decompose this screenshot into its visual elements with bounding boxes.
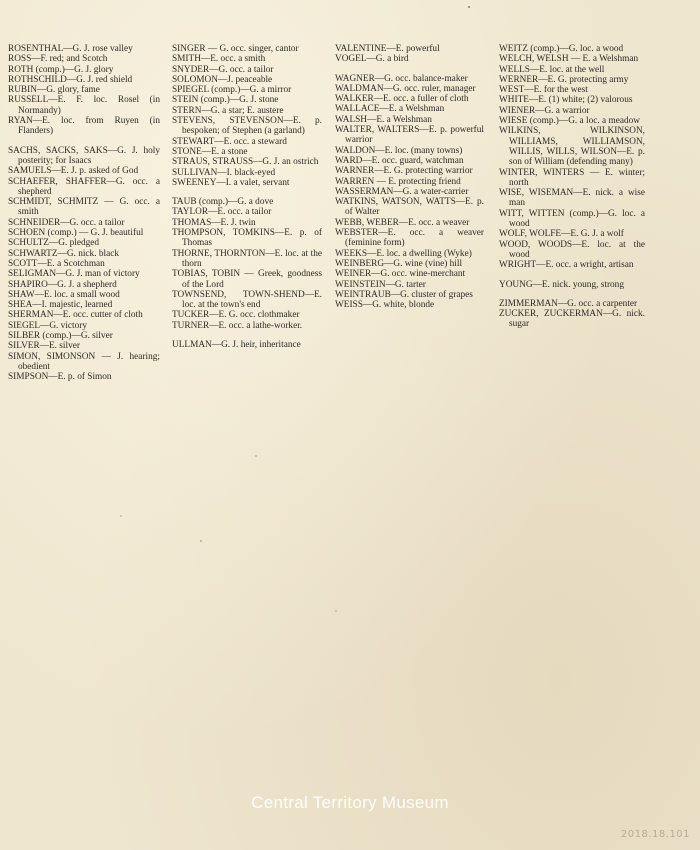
surname-entry: THORNE, THORNTON—E. loc. at the thorn	[172, 248, 322, 269]
surname-entry: SCOTT—E. a Scotchman	[8, 258, 105, 269]
surname-entry: WALLACE—E. a Welshman	[335, 104, 445, 115]
surname-entry: WEBB, WEBER—E. occ. a weaver	[335, 217, 470, 228]
column-3	[335, 44, 484, 310]
surname-entry: SCHOEN (comp.) — G. J. beautiful	[8, 228, 144, 239]
surname-entry: SINGER — G. occ. singer, cantor	[172, 44, 299, 54]
surname-entry: ROSS—F. red; and Scotch	[8, 54, 108, 65]
surname-entry: WISE, WISEMAN—E. nick. a wise man	[499, 188, 645, 209]
surname-entry: RUBIN—G. glory, fame	[8, 85, 100, 96]
surname-entry: SAMUELS—E. J. p. asked of God	[8, 166, 139, 177]
surname-entry: STRAUS, STRAUSS—G. J. an ostrich	[172, 157, 319, 168]
surname-entry: WELLS—E. loc. at the well	[499, 64, 605, 75]
surname-entry: SACHS, SACKS, SAKS—G. J. holy posterity; for Isaacs	[8, 145, 160, 166]
surname-entry: WEEKS—E. loc. a dwelling (Wyke)	[335, 248, 472, 259]
surname-entry: WEINBERG—G. wine (vine) hill	[335, 258, 463, 269]
surname-entry: WAGNER—G. occ. balance-maker	[335, 73, 468, 84]
surname-entry: THOMPSON, TOMKINS—E. p. of Thomas	[172, 228, 322, 249]
surname-entry: WALDMAN—G. occ. ruler, manager	[335, 83, 476, 94]
surname-entry: WITT, WITTEN (comp.)—G. loc. a wood	[499, 208, 645, 230]
surname-entry: WALKER—E. occ. a fuller of cloth	[335, 94, 469, 105]
surname-entry: WIESE (comp.)—G. a loc. a meadow	[499, 116, 640, 127]
paper-speck	[200, 540, 202, 542]
surname-entry: SOLOMON—J. peaceable	[172, 74, 273, 85]
surname-entry: WATKINS, WATSON, WATTS—E. p. of Walter	[335, 197, 484, 218]
surname-entry: SHERMAN—E. occ. cutter of cloth	[8, 310, 143, 321]
surname-entry: SULLIVAN—I. black-eyed	[172, 167, 276, 178]
surname-entry: SELIGMAN—G. J. man of victory	[8, 269, 140, 280]
surname-entry: ZUCKER, ZUCKERMAN—G. nick. sugar	[499, 309, 645, 330]
surname-entry: WIENER—G. a warrior	[499, 105, 590, 116]
surname-entry: ZIMMERMAN—G. occ. a carpenter	[499, 298, 638, 309]
surname-entry: TAYLOR—E. occ. a tailor	[172, 207, 272, 218]
column-1	[8, 44, 160, 383]
surname-entry: SPIEGEL (comp.)—G. a mirror	[172, 85, 292, 96]
surname-entry: SHAPIRO—G. J. a shepherd	[8, 279, 117, 290]
surname-entry: WEINSTEIN—G. tarter	[335, 279, 426, 290]
surname-entry: STONE—E. a stone	[172, 146, 248, 157]
surname-entry: RYAN—E. loc. from Ruyen (in Flanders)	[8, 116, 160, 137]
surname-entry: SHEA—I. majestic, learned	[8, 300, 113, 311]
surname-entry: SMITH—E. occ. a smith	[172, 54, 266, 65]
paper-speck	[335, 610, 337, 612]
surname-entry: WALSH—E. a Welshman	[335, 114, 432, 125]
surname-entry: WARD—E. occ. guard, watchman	[335, 155, 464, 166]
accession-number: 2018.18.101	[620, 829, 690, 840]
surname-entry: SILBER (comp.)—G. silver	[8, 331, 113, 342]
surname-entry: THOMAS—E. J. twin	[172, 217, 256, 228]
surname-entry: TOWNSEND, TOWN-SHEND—E. loc. at the town's end	[172, 289, 322, 311]
surname-entry: WINTER, WINTERS — E. winter; north	[499, 167, 645, 188]
surname-entry: VOGEL—G. a bird	[335, 54, 409, 65]
surname-entry: WRIGHT—E. occ. a wright, artisan	[499, 260, 634, 271]
surname-entry: SCHWARTZ—G. nick. black	[8, 248, 119, 259]
surname-entry: WEITZ (comp.)—G. loc. a wood	[499, 44, 624, 54]
surname-entry: SCHAEFER, SHAFFER—G. occ. a shepherd	[8, 176, 160, 197]
surname-entry: WELCH, WELSH — E. a Welshman	[499, 54, 639, 65]
surname-entry: SNYDER—G. occ. a tailor	[172, 64, 274, 75]
surname-entry: WALTER, WALTERS—E. p. powerful warrior	[335, 125, 484, 146]
surname-entry: STEWART—E. occ. a steward	[172, 136, 287, 147]
surname-entry: WEISS—G. white, blonde	[335, 300, 435, 311]
surname-entry: WARNER—E. G. protecting warrior	[335, 166, 473, 177]
surname-entry: STEVENS, STEVENSON—E. p. bespoken; of Stephen (a garland)	[172, 116, 322, 137]
surname-entry: SCHNEIDER—G. occ. a tailor	[8, 217, 125, 228]
surname-entry: WOOD, WOODS—E. loc. at the wood	[499, 239, 645, 260]
surname-entry: SIMON, SIMONSON — J. hearing; obedient	[8, 351, 160, 372]
surname-entry: TURNER—E. occ. a lathe-worker.	[172, 320, 303, 331]
surname-entry: SILVER—E. silver	[8, 341, 80, 352]
surname-entry: ROTH (comp.)—G. J. glory	[8, 64, 114, 75]
surname-entry: SCHMIDT, SCHMITZ — G. occ. a smith	[8, 197, 160, 218]
surname-entry: WALDON—E. loc. (many towns)	[335, 145, 463, 156]
surname-entry: WEST—E. for the west	[499, 85, 588, 96]
surname-entry: SCHULTZ—G. pledged	[8, 238, 100, 249]
surname-entry: TAUB (comp.)—G. a dove	[172, 197, 274, 208]
surname-entry: ULLMAN—G. J. heir, inheritance	[172, 340, 301, 351]
surname-entry: STEIN (comp.)—G. J. stone	[172, 95, 279, 106]
surname-entry: WHITE—E. (1) white; (2) valorous	[499, 95, 633, 106]
surname-entry: TUCKER—E. G. occ. clothmaker	[172, 310, 300, 321]
surname-entry: WASSERMAN—G. a water-carrier	[335, 186, 469, 197]
paper-speck	[255, 455, 257, 457]
surname-entry: YOUNG—E. nick. young, strong	[499, 279, 624, 290]
surname-entry: WERNER—E. G. protecting army	[499, 74, 629, 85]
surname-entry: WILKINS, WILKINSON, WILLIAMS, WILLIAMSON, WILLIS, WILLS, WILSON—E. p. son of William (defending many)	[499, 126, 645, 168]
surname-entry: RUSSELL—E. F. loc. Rosel (in Normandy)	[8, 95, 160, 116]
surname-entry: SIMPSON—E. p. of Simon	[8, 372, 112, 383]
surname-entry: WEINTRAUB—G. cluster of grapes	[335, 289, 473, 300]
surname-entry: WOLF, WOLFE—E. G. J. a wolf	[499, 229, 624, 240]
surname-entry: WARREN — E. protecting friend	[335, 176, 461, 187]
surname-entry: SHAW—E. loc. a small wood	[8, 289, 120, 300]
surname-entry: WEBSTER—E. occ. a weaver (feminine form)	[335, 228, 484, 249]
paper-speck	[468, 6, 470, 8]
surname-entry: STERN—G. a star; E. austere	[172, 105, 284, 116]
surname-entry: ROTHSCHILD—G. J. red shield	[8, 74, 133, 85]
surname-entry: TOBIAS, TOBIN — Greek, goodness of the Lord	[172, 269, 322, 290]
surname-entry: ROSENTHAL—G. J. rose valley	[8, 44, 133, 54]
column-2	[172, 44, 322, 350]
surname-entry: WEINER—G. occ. wine-merchant	[335, 269, 466, 280]
column-4	[499, 44, 645, 330]
paper-speck	[120, 515, 122, 517]
surname-entry: VALENTINE—E. powerful	[335, 44, 440, 54]
museum-watermark: Central Territory Museum	[251, 793, 449, 812]
surname-entry: SIEGEL—G. victory	[8, 320, 88, 331]
surname-entry: SWEENEY—I. a valet, servant	[172, 177, 290, 188]
